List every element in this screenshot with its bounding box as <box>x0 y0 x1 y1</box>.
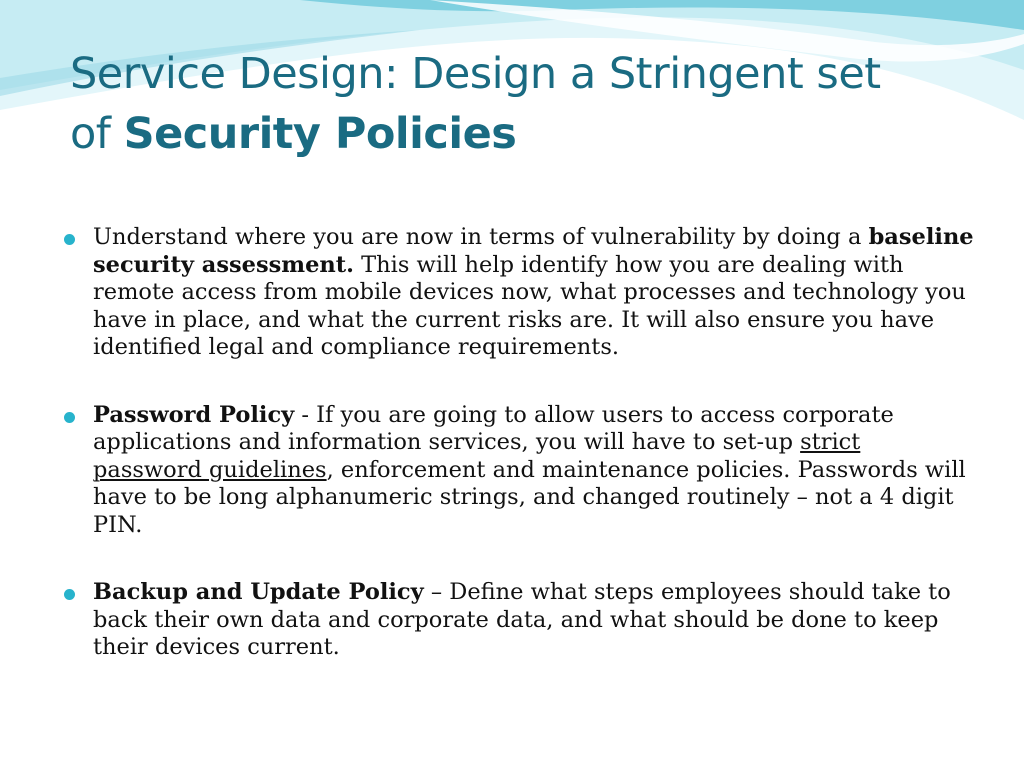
bullet-dot-icon <box>64 234 75 245</box>
bullet-item-baseline-assessment <box>64 224 974 362</box>
title-line-2 <box>70 104 970 164</box>
bullet-text: – Define what steps employees should take to back their own data and corporate data, and what should be done to keep their devices current. <box>93 579 951 660</box>
bullet-item-backup-update-policy <box>64 579 974 662</box>
bullet-dot-icon <box>64 589 75 600</box>
bullet-underlined-text: strict password guidelines <box>93 429 861 483</box>
bullet-text: Understand where you are now in terms of vulnerability by doing a <box>93 224 869 250</box>
bullet-text: This will help identify how you are dealing with remote access from mobile devices now, what processes and technology you have in place, and what the current risks are. It will also ensure you have identified legal and compliance requirements. <box>93 251 966 360</box>
bullet-item-password-policy <box>64 402 974 540</box>
bullet-text: , enforcement and maintenance policies. Passwords will have to be long alphanumeric strings, and changed routinely – not a 4 digit PIN. <box>93 456 966 538</box>
bullet-text: - If you are going to allow users to access corporate applications and information services, you will have to set-up <box>93 401 894 455</box>
title-line-2-prefix: of <box>70 109 124 159</box>
bullet-bold-text: baseline security assessment. <box>93 224 974 278</box>
title-line-1: Service Design: Design a Stringent set <box>70 49 881 99</box>
slide-title <box>70 44 970 164</box>
bullet-list <box>64 224 974 702</box>
title-line-2-bold: Security Policies <box>123 109 517 159</box>
bullet-dot-icon <box>64 412 75 423</box>
bullet-bold-text: Backup and Update Policy <box>93 579 424 605</box>
bullet-bold-text: Password Policy <box>93 401 295 428</box>
